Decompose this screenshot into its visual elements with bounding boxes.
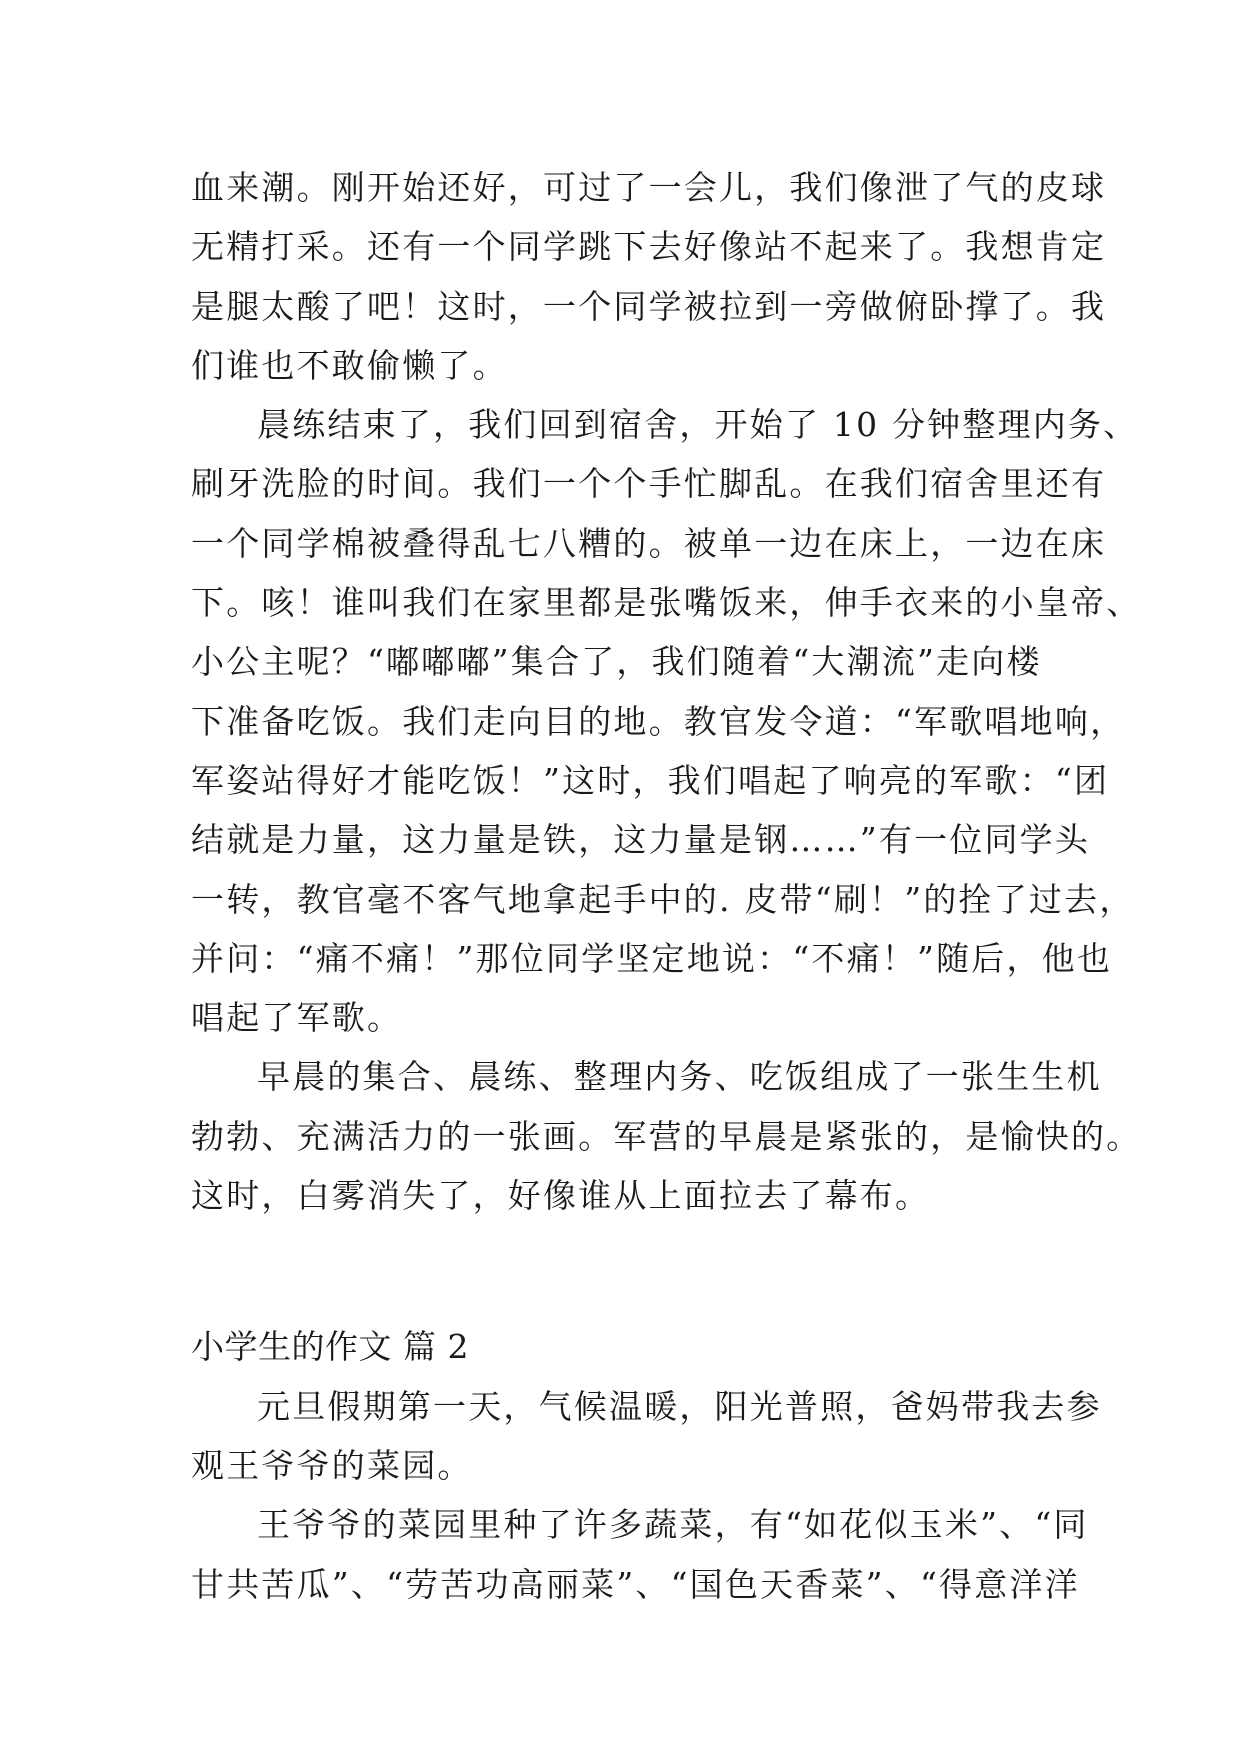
document-page xyxy=(191,158,1142,1614)
section-title: 小学生的作文 篇 2 xyxy=(191,1327,469,1367)
paragraph-2 xyxy=(191,395,1142,1047)
text-line: 王爷爷的菜园里种了许多蔬菜，有“如花似玉米”、“同 xyxy=(257,1505,1089,1545)
text-line: 元旦假期第一天，气候温暖，阳光普照，爸妈带我去参 xyxy=(257,1386,1102,1426)
text-line: 结就是力量，这力量是铁，这力量是钢……”有一位同学头 xyxy=(191,820,1091,860)
text-line: 唱起了军歌。 xyxy=(191,998,403,1038)
text-line: 无精打采。还有一个同学跳下去好像站不起来了。我想肯定 xyxy=(191,227,1107,267)
text-line: 下准备吃饭。我们走向目的地。教官发令道：“军歌唱地响， xyxy=(191,701,1126,741)
text-line: 观王爷爷的菜园。 xyxy=(191,1445,473,1485)
section-2 xyxy=(191,1317,1102,1613)
text-line: 军姿站得好才能吃饭！”这时，我们唱起了响亮的军歌：“团 xyxy=(191,760,1110,800)
section-gap xyxy=(191,1225,1061,1317)
text-line: 早晨的集合、晨练、整理内务、吃饭组成了一张生生机 xyxy=(257,1057,1102,1097)
section-1 xyxy=(191,158,1142,1225)
paragraph-5 xyxy=(191,1495,1089,1614)
text-line: 血来潮。刚开始还好，可过了一会儿，我们像泄了气的皮球 xyxy=(191,168,1107,207)
text-line: 一个同学棉被叠得乱七八糟的。被单一边在床上，一边在床 xyxy=(191,523,1107,563)
text-line: 下。咳！谁叫我们在家里都是张嘴饭来，伸手衣来的小皇帝、 xyxy=(191,583,1142,623)
text-line: 勃勃、充满活力的一张画。军营的早晨是紧张的，是愉快的。 xyxy=(191,1116,1142,1156)
text-line: 一转，教官毫不客气地拿起手中的. 皮带“刷！”的拴了过去， xyxy=(191,879,1135,919)
text-line: 甘共苦瓜”、“劳苦功高丽菜”、“国色天香菜”、“得意洋洋 xyxy=(191,1564,1080,1604)
paragraph-4 xyxy=(191,1377,1102,1496)
paragraph-1 xyxy=(191,158,1107,395)
text-line: 们谁也不敢偷懒了。 xyxy=(191,345,508,385)
text-line: 刷牙洗脸的时间。我们一个个手忙脚乱。在我们宿舍里还有 xyxy=(191,464,1107,504)
paragraph-3 xyxy=(191,1047,1142,1225)
text-line: 并问：“痛不痛！”那位同学坚定地说：“不痛！”随后，他也 xyxy=(191,938,1113,978)
text-line: 是腿太酸了吧！这时，一个同学被拉到一旁做俯卧撑了。我 xyxy=(191,286,1107,326)
text-line: 小公主呢？“嘟嘟嘟”集合了，我们随着“大潮流”走向楼 xyxy=(191,642,1042,682)
text-line: 晨练结束了，我们回到宿舍，开始了 10 分钟整理内务、 xyxy=(257,405,1139,445)
text-line: 这时，白雾消失了，好像谁从上面拉去了幕布。 xyxy=(191,1176,931,1216)
